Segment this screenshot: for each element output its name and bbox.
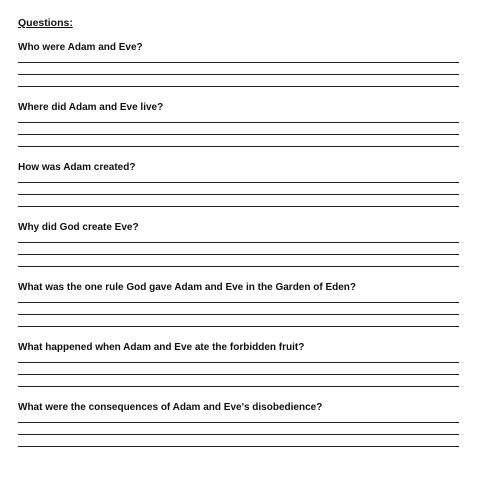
answer-line[interactable] — [18, 134, 459, 135]
answer-line[interactable] — [18, 122, 459, 123]
questions-heading: Questions: — [18, 17, 73, 29]
answer-line[interactable] — [18, 434, 459, 435]
answer-line[interactable] — [18, 86, 459, 87]
question-block-6 — [18, 341, 459, 354]
question-text: How was Adam created? — [18, 162, 136, 173]
question-block-3 — [18, 161, 459, 174]
answer-line[interactable] — [18, 194, 459, 195]
answer-line[interactable] — [18, 266, 459, 267]
answer-line[interactable] — [18, 62, 459, 63]
question-text: Why did God create Eve? — [18, 222, 139, 233]
answer-line[interactable] — [18, 242, 459, 243]
question-text: What was the one rule God gave Adam and Eve in the Garden of Eden? — [18, 282, 357, 293]
question-block-4 — [18, 221, 459, 234]
answer-line[interactable] — [18, 446, 459, 447]
answer-line[interactable] — [18, 206, 459, 207]
answer-line[interactable] — [18, 74, 459, 75]
answer-line[interactable] — [18, 374, 459, 375]
answer-line[interactable] — [18, 182, 459, 183]
question-block-2 — [18, 101, 459, 114]
question-block-7 — [18, 401, 459, 414]
answer-line[interactable] — [18, 254, 459, 255]
answer-line[interactable] — [18, 146, 459, 147]
answer-line[interactable] — [18, 314, 459, 315]
answer-line[interactable] — [18, 386, 459, 387]
answer-line[interactable] — [18, 302, 459, 303]
question-block-1 — [18, 41, 459, 54]
answer-line[interactable] — [18, 362, 459, 363]
answer-line[interactable] — [18, 326, 459, 327]
question-text: Where did Adam and Eve live? — [18, 102, 164, 113]
question-text: What were the consequences of Adam and Eve's disobedience? — [18, 402, 323, 413]
question-block-5 — [18, 281, 459, 294]
answer-line[interactable] — [18, 422, 459, 423]
question-text: What happened when Adam and Eve ate the forbidden fruit? — [18, 342, 305, 353]
question-text: Who were Adam and Eve? — [18, 42, 143, 53]
